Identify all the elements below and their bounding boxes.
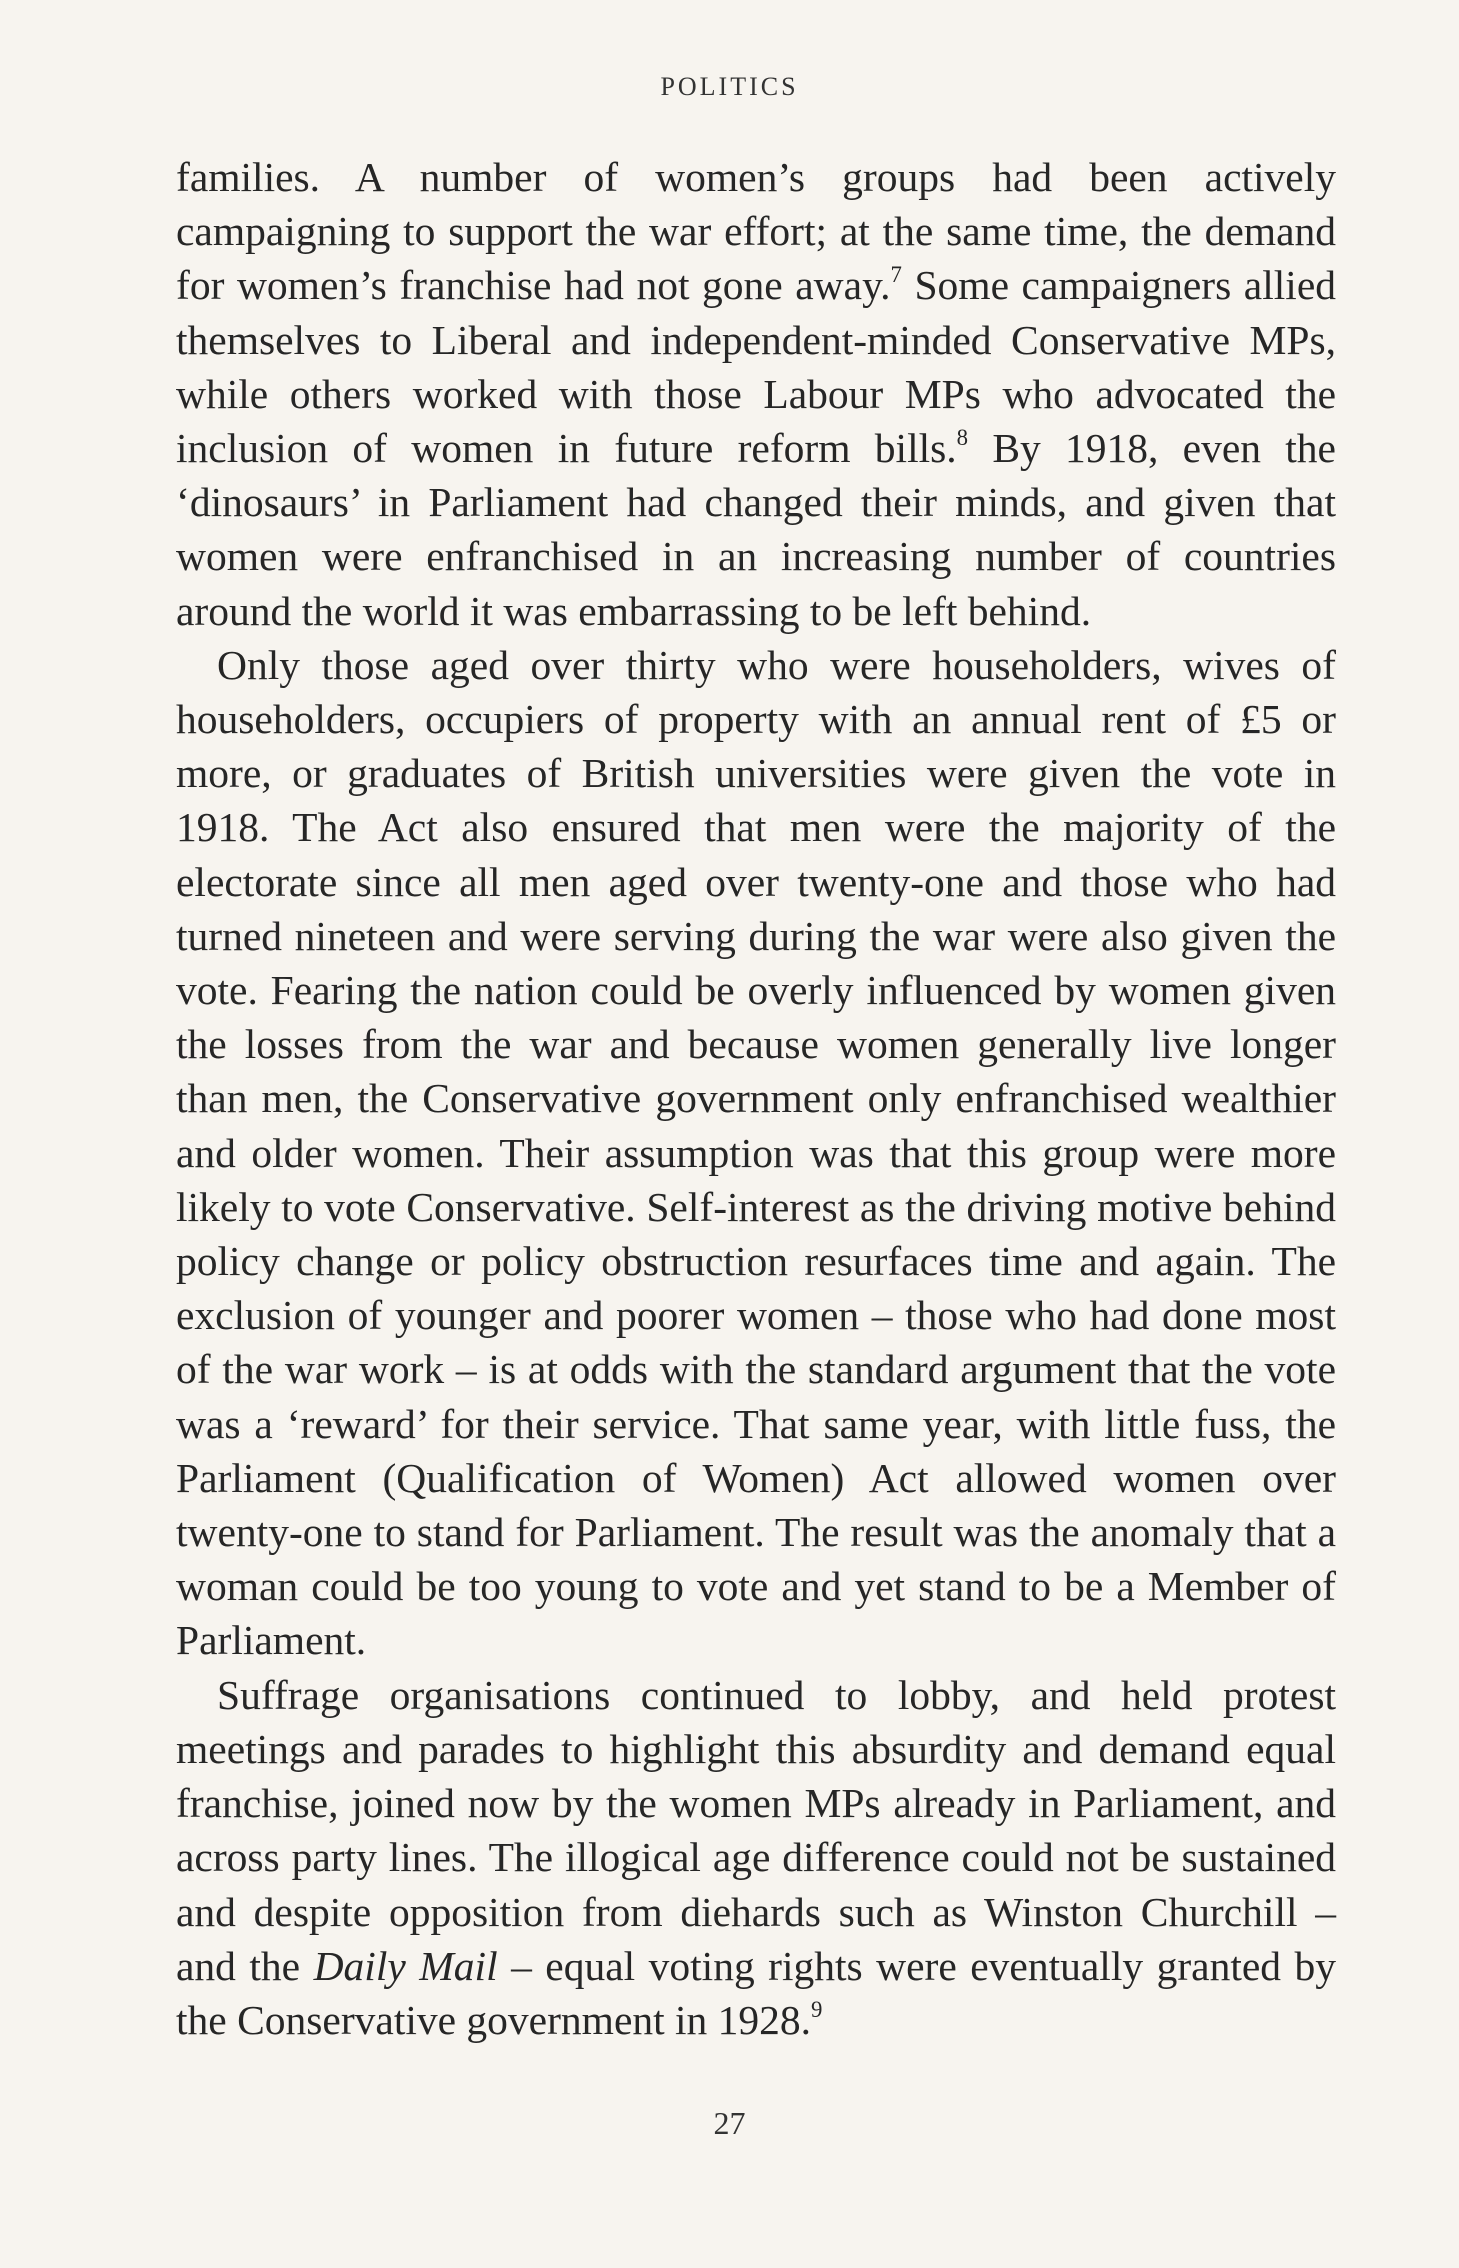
text-run: families. A number of women’s groups had been actively campaigning to support the war effort; at the same time, the demand for women’s franchise had not gone away. xyxy=(176,154,1336,309)
text-run: – equal voting rights were eventually granted by the Conservative government in 1928. xyxy=(176,1942,1336,2043)
text-run: By 1918, even the ‘dinosaurs’ in Parliament had changed their minds, and given that women were enfranchised in an increasing number of countries around the world it was embarrassing to be left behind. xyxy=(176,425,1336,634)
body-text xyxy=(176,150,1336,2047)
paragraph xyxy=(176,150,1336,638)
paragraph xyxy=(176,638,1336,1668)
paragraph xyxy=(176,1668,1336,2047)
page-number: 27 xyxy=(713,2105,746,2141)
text-run: Some campaigners allied themselves to Liberal and independent-minded Conservative MPs, while others worked with those Labour MPs who advocated the inclusion of women in future reform bills. xyxy=(176,262,1336,472)
text-run: Only those aged over thirty who were householders, wives of householders, occupiers of property with an annual rent of £5 or more, or graduates of British universities were given the vote in 1918. The Act also ensured that men were the majority of the electorate since all men aged over twenty-one and those who had turned nineteen and were serving during the war were also given the vote. Fearing the nation could be overly influenced by women given the losses from the war and because women generally live longer than men, the Conservative government only enfranchised wealthier and older women. Their assumption was that this group were more likely to vote Conservative. Self-interest as the driving motive behind policy change or policy obstruction resurfaces time and again. The exclusion of younger and poorer women – those who had done most of the war work – is at odds with the standard argument that the vote was a ‘reward’ for their service. That same year, with little fuss, the Parliament (Qualification of Women) Act allowed women over twenty-one to stand for Parliament. The result was the anomaly that a woman could be too young to vote and yet stand to be a Member of Parliament. xyxy=(176,641,1336,1664)
footnote-marker: 8 xyxy=(956,424,969,450)
footnote-marker: 9 xyxy=(811,1996,823,2022)
italic-title: Daily Mail xyxy=(313,1942,498,1989)
footnote-marker: 7 xyxy=(890,262,902,288)
text-run: Suffrage organisations continued to lobby, and held protest meetings and parades to highlight this absurdity and demand equal franchise, joined now by the women MPs already in Parliament, and across party lines. The illogical age difference could not be sustained and despite opposition from diehards such as Winston Churchill – and the xyxy=(176,1671,1336,1989)
running-head: POLITICS xyxy=(660,72,799,101)
